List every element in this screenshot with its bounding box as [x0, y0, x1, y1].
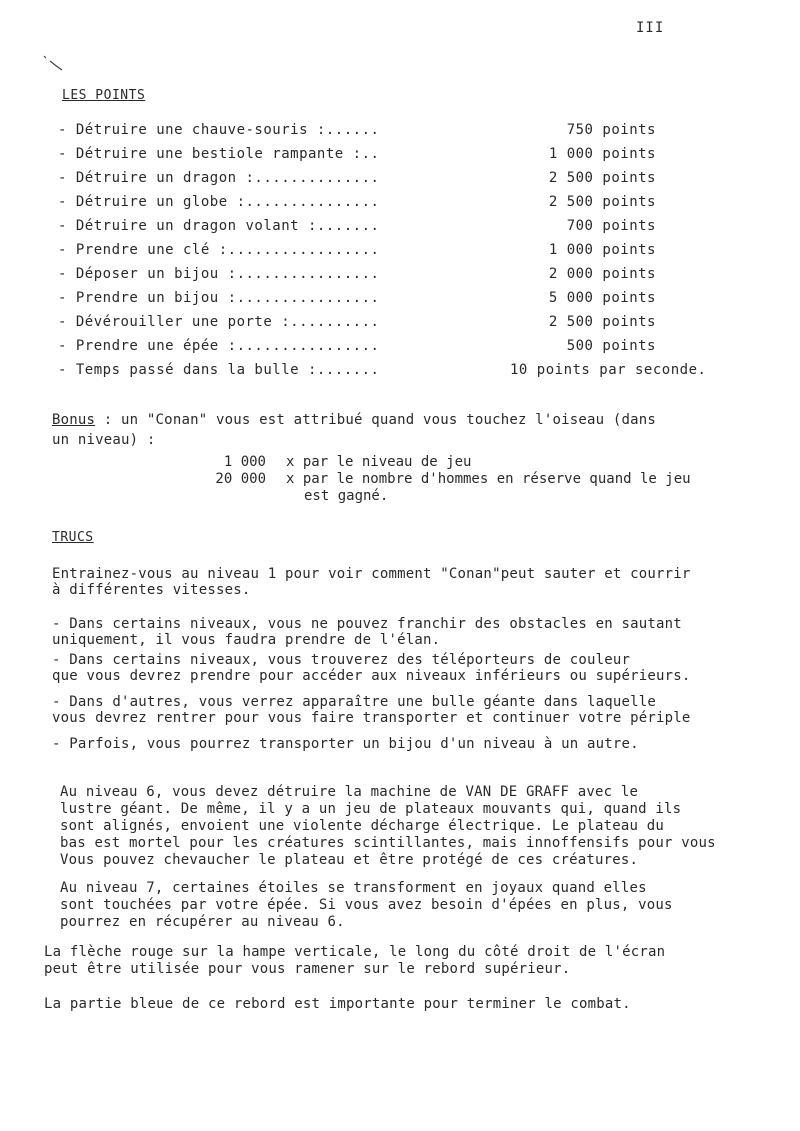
paragraph-line: La flèche rouge sur la hampe verticale, le long du côté droit de l'écran — [44, 944, 666, 960]
tip-line: uniquement, il vous faudra prendre de l'élan. — [52, 632, 441, 648]
tip-line: - Parfois, vous pourrez transporter un bijou d'un niveau à un autre. — [52, 736, 639, 752]
bonus-mult-2-desc-cont: est gagné. — [304, 488, 389, 504]
bonus-mult-2-desc: x par le nombre d'hommes en réserve quand le jeu — [286, 471, 691, 487]
points-row — [58, 122, 758, 144]
pen-mark-icon — [40, 52, 68, 74]
paragraph-line: sont touchées par votre épée. Si vous avez besoin d'épées en plus, vous — [60, 897, 673, 913]
bonus-mult-1-desc: x par le niveau de jeu — [286, 454, 472, 470]
tip-line: vous devrez rentrer pour vous faire transporter et continuer votre périple — [52, 710, 691, 726]
points-row-value: 2 500 points — [548, 314, 656, 330]
trucs-intro-line-1: Entrainez-vous au niveau 1 pour voir comment "Conan"peut sauter et courrir — [52, 566, 691, 582]
points-row-label: - Prendre un bijou :................ — [58, 290, 380, 306]
points-row-label: - Déposer un bijou :................ — [58, 266, 380, 282]
paragraph-line: peut être utilisée pour vous ramener sur le rebord supérieur. — [44, 961, 571, 977]
points-row-label: - Détruire un globe :............... — [58, 194, 380, 210]
points-row — [58, 146, 758, 168]
bonus-mult-1-number: 1 000 — [223, 454, 266, 470]
bonus-mult-2-num-box — [196, 471, 266, 487]
points-row-label: - Prendre une épée :................ — [58, 338, 380, 354]
points-row — [58, 266, 758, 288]
bonus-text: : un "Conan" vous est attribué quand vous touchez l'oiseau (dans — [95, 412, 657, 428]
points-row — [58, 314, 758, 336]
points-row-label: - Détruire un dragon volant :....... — [58, 218, 380, 234]
bonus-label: Bonus — [52, 412, 96, 428]
paragraph-line: Au niveau 6, vous devez détruire la machine de VAN DE GRAFF avec le — [60, 784, 639, 800]
points-row-value: 10 points par seconde. — [510, 362, 707, 378]
paragraph-line: sont alignés, envoient une violente décharge électrique. Le plateau du — [60, 818, 665, 834]
points-row-value: 1 000 points — [548, 242, 656, 258]
points-row-value: 700 points — [566, 218, 656, 234]
tip-line: - Dans d'autres, vous verrez apparaître une bulle géante dans laquelle — [52, 694, 657, 710]
points-row-value: 2 000 points — [548, 266, 656, 282]
points-row-value: 500 points — [566, 338, 656, 354]
points-row — [58, 242, 758, 264]
points-row — [58, 194, 758, 216]
points-row-label: - Détruire une chauve-souris :...... — [58, 122, 380, 138]
bonus-line-2: un niveau) : — [52, 432, 156, 448]
paragraph-line: La partie bleue de ce rebord est importante pour terminer le combat. — [44, 996, 631, 1012]
paragraph-line: Vous pouvez chevaucher le plateau et être protégé de ces créatures. — [60, 852, 639, 868]
bonus-line-1 — [52, 412, 656, 428]
points-row — [58, 290, 758, 312]
tip-line: - Dans certains niveaux, vous ne pouvez franchir des obstacles en sautant — [52, 616, 682, 632]
points-row-value: 2 500 points — [548, 170, 656, 186]
paragraph-line: bas est mortel pour les créatures scintillantes, mais innoffensifs pour vous — [60, 835, 716, 851]
paragraph-line: lustre géant. De même, il y a un jeu de plateaux mouvants qui, quand ils — [60, 801, 682, 817]
points-row — [58, 362, 758, 384]
points-row-label: - Détruire un dragon :.............. — [58, 170, 380, 186]
paragraph-line: Au niveau 7, certaines étoiles se transforment en joyaux quand elles — [60, 880, 647, 896]
bonus-mult-1-num-box — [196, 454, 266, 470]
points-row-label: - Détruire une bestiole rampante :.. — [58, 146, 380, 162]
trucs-heading: TRUCS — [52, 530, 94, 545]
tip-line: que vous devrez prendre pour accéder aux niveaux inférieurs ou supérieurs. — [52, 668, 691, 684]
tip-line: - Dans certains niveaux, vous trouverez des téléporteurs de couleur — [52, 652, 631, 668]
bonus-mult-2-number: 20 000 — [215, 471, 266, 487]
points-row-label: - Temps passé dans la bulle :....... — [58, 362, 380, 378]
points-row-label: - Prendre une clé :................. — [58, 242, 380, 258]
points-row-value: 5 000 points — [548, 290, 656, 306]
page-number: III — [636, 20, 665, 36]
points-heading: LES POINTS — [62, 88, 146, 103]
points-row-label: - Dévérouiller une porte :.......... — [58, 314, 380, 330]
points-row — [58, 338, 758, 360]
points-row-value: 750 points — [566, 122, 656, 138]
points-row-value: 2 500 points — [548, 194, 656, 210]
points-row — [58, 218, 758, 240]
paragraph-line: pourrez en récupérer au niveau 6. — [60, 914, 345, 930]
points-row — [58, 170, 758, 192]
points-row-value: 1 000 points — [548, 146, 656, 162]
trucs-intro-line-2: à différentes vitesses. — [52, 582, 251, 598]
